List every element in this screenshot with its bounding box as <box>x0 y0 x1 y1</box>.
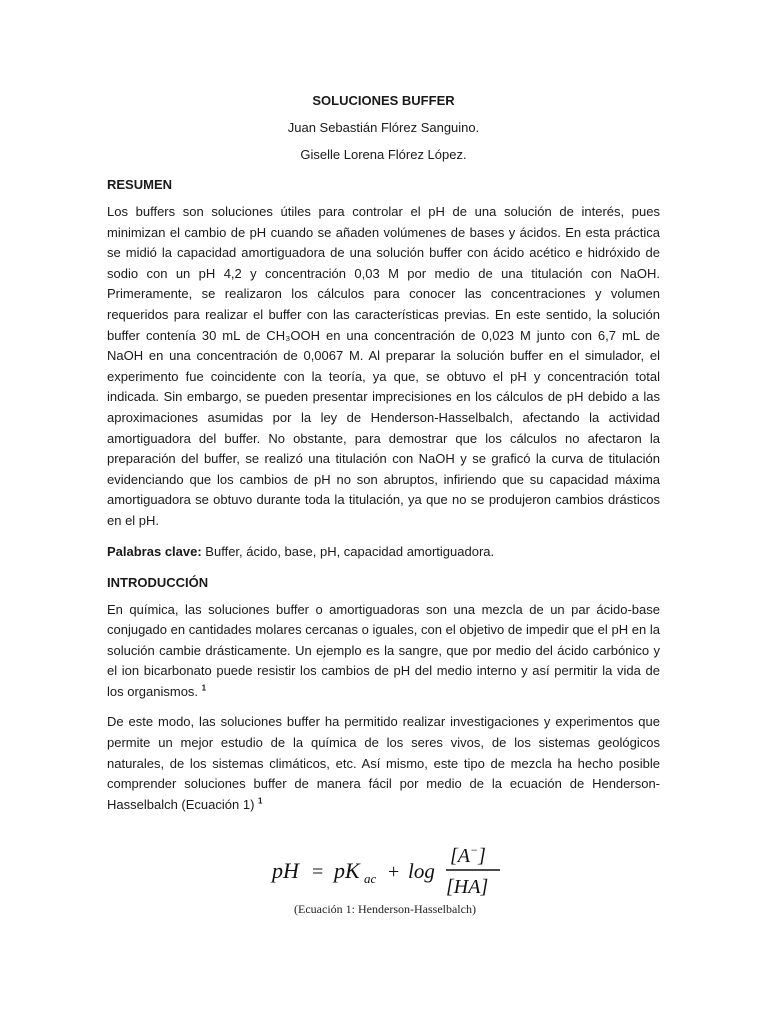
intro-heading: INTRODUCCIÓN <box>107 574 209 590</box>
intro-paragraph-2 <box>107 712 660 815</box>
keywords-text: Buffer, ácido, base, pH, capacidad amortiguadora. <box>201 543 495 559</box>
eq-log: log <box>408 859 435 883</box>
author-2: Giselle Lorena Flórez López. <box>300 147 467 162</box>
keywords-line <box>107 542 660 562</box>
eq-pk: pK <box>334 858 360 883</box>
eq-numerator-close: ] <box>478 845 486 867</box>
document-body <box>107 92 660 825</box>
henderson-hasselbalch-equation <box>270 840 510 902</box>
eq-numerator <box>450 843 486 867</box>
eq-denominator: [HA] <box>446 876 489 898</box>
keywords-label: Palabras clave: <box>107 543 202 559</box>
resumen-heading: RESUMEN <box>107 177 173 192</box>
eq-numerator-sup: − <box>470 843 479 857</box>
author-1: Juan Sebastián Flórez Sanguino. <box>287 120 480 135</box>
document-title: SOLUCIONES BUFFER <box>312 93 455 108</box>
resumen-paragraph: Los buffers son soluciones útiles para controlar el pH de una solución de interés, pues minimizan el cambio de pH cuando se añaden volúmenes de bases y ácidos. En esta práctica se midió la capacidad amortiguadora de una solución buffer con ácido acético e hidróxido de sodio con un pH 4,2 y concentración 0,03 M por medio de una titulación con NaOH. Primeramente, se realizaron los cálculos para conocer las concentraciones y volumen requeridos para realizar el buffer con las características previas. En este sentido, la solución buffer contenía 30 mL de CH₃OOH en una concentración de 0,023 M junto con 6,7 mL de NaOH en una concentración de 0,0067 M. Al preparar la solución buffer en el simulador, el experimento fue coincidente con la teoría, ya que, se obtuvo el pH y concentración total indicada. Sin embargo, se pueden presentar imprecisiones en los cálculos de pH debido a las aproximaciones asumidas por la ley de Henderson-Hasselbalch, afectando la actividad amortiguadora del buffer. No obstante, para demostrar que los cálculos no afectaron la preparación del buffer, se realizó una titulación con NaOH y se graficó la curva de titulación evidenciando que los cambios de pH no son abruptos, infiriendo que su capacidad máxima amortiguadora se obtuvo durante toda la titulación, ya que no se produjeron cambios drásticos en el pH. <box>107 204 660 528</box>
intro-paragraph-2-text: De este modo, las soluciones buffer ha permitido realizar investigaciones y experimentos que permite un mejor estudio de la química de los seres vivos, de los sistemas geológicos naturales, de los sistemas climáticos, etc. Así mismo, este tipo de mezcla ha hecho posible comprender soluciones buffer de manera fácil por medio de la ecuación de Henderson-Hasselbalch (Ecuación 1) <box>107 714 660 812</box>
equation-caption: (Ecuación 1: Henderson-Hasselbalch) <box>294 902 476 916</box>
eq-plus: + <box>388 861 400 883</box>
eq-lhs: pH <box>272 858 299 883</box>
citation-ref-2: 1 <box>258 796 263 806</box>
eq-equals: = <box>312 861 324 883</box>
intro-paragraph-1 <box>107 600 660 703</box>
eq-numerator-open: [A <box>450 845 470 867</box>
intro-paragraph-1-text: En química, las soluciones buffer o amortiguadoras son una mezcla de un par ácido-base conjugado en cantidades molares cercanas o iguales, con el objetivo de impedir que el pH en la solución cambie drásticamente. Un ejemplo es la sangre, que por medio del ácido carbónico y el ion bicarbonato puede resistir los cambios de pH del medio interno y así permitir la vida de los organismos. <box>107 601 660 699</box>
citation-ref-1: 1 <box>201 683 207 693</box>
eq-pk-sub: ac <box>364 871 377 886</box>
equation-figure <box>270 840 510 920</box>
